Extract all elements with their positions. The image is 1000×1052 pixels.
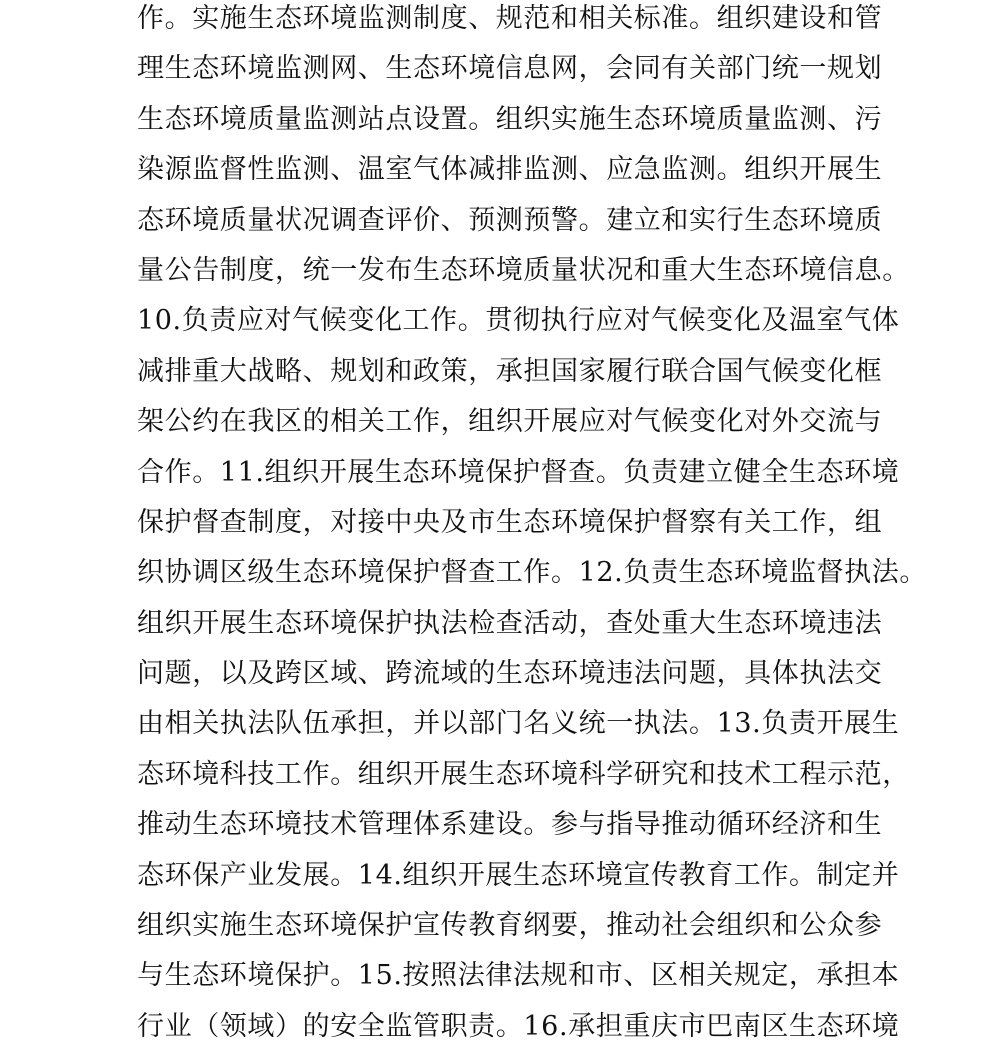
body-text [137, 0, 927, 1052]
text-line: 合作。11.组织开展生态环境保护督查。负责建立健全生态环境 [137, 456, 900, 488]
text-line: 组织开展生态环境保护执法检查活动，查处重大生态环境违法 [137, 607, 883, 639]
text-line: 减排重大战略、规划和政策，承担国家履行联合国气候变化框 [137, 355, 883, 387]
text-line: 量公告制度，统一发布生态环境质量状况和重大生态环境信息。 [137, 254, 910, 286]
text-line: 架公约在我区的相关工作，组织开展应对气候变化对外交流与 [137, 406, 883, 438]
text-line: 染源监督性监测、温室气体减排监测、应急监测。组织开展生 [137, 154, 883, 186]
text-line: 织协调区级生态环境保护督查工作。12.负责生态环境监督执法。 [137, 557, 927, 589]
text-line: 10.负责应对气候变化工作。贯彻执行应对气候变化及温室气体 [137, 305, 900, 337]
text-line: 由相关执法队伍承担，并以部门名义统一执法。13.负责开展生 [137, 708, 900, 740]
text-line: 保护督查制度，对接中央及市生态环境保护督察有关工作，组 [137, 506, 883, 538]
text-line: 态环境科技工作。组织开展生态环境科学研究和技术工程示范， [137, 758, 910, 790]
text-line: 与生态环境保护。15.按照法律法规和市、区相关规定，承担本 [137, 960, 900, 992]
text-line: 态环保产业发展。14.组织开展生态环境宣传教育工作。制定并 [137, 859, 900, 891]
text-line: 行业（领域）的安全监管职责。16.承担重庆市巴南区生态环境 [137, 1010, 900, 1042]
text-line: 理生态环境监测网、生态环境信息网，会同有关部门统一规划 [137, 53, 883, 85]
text-line: 作。实施生态环境监测制度、规范和相关标准。组织建设和管 [137, 3, 883, 34]
text-line: 组织实施生态环境保护宣传教育纲要，推动社会组织和公众参 [137, 910, 883, 942]
text-line: 态环境质量状况调查评价、预测预警。建立和实行生态环境质 [137, 204, 883, 236]
text-line: 推动生态环境技术管理体系建设。参与指导推动循环经济和生 [137, 809, 883, 841]
text-line: 问题，以及跨区域、跨流域的生态环境违法问题，具体执法交 [137, 658, 883, 690]
text-line: 生态环境质量监测站点设置。组织实施生态环境质量监测、污 [137, 103, 883, 135]
